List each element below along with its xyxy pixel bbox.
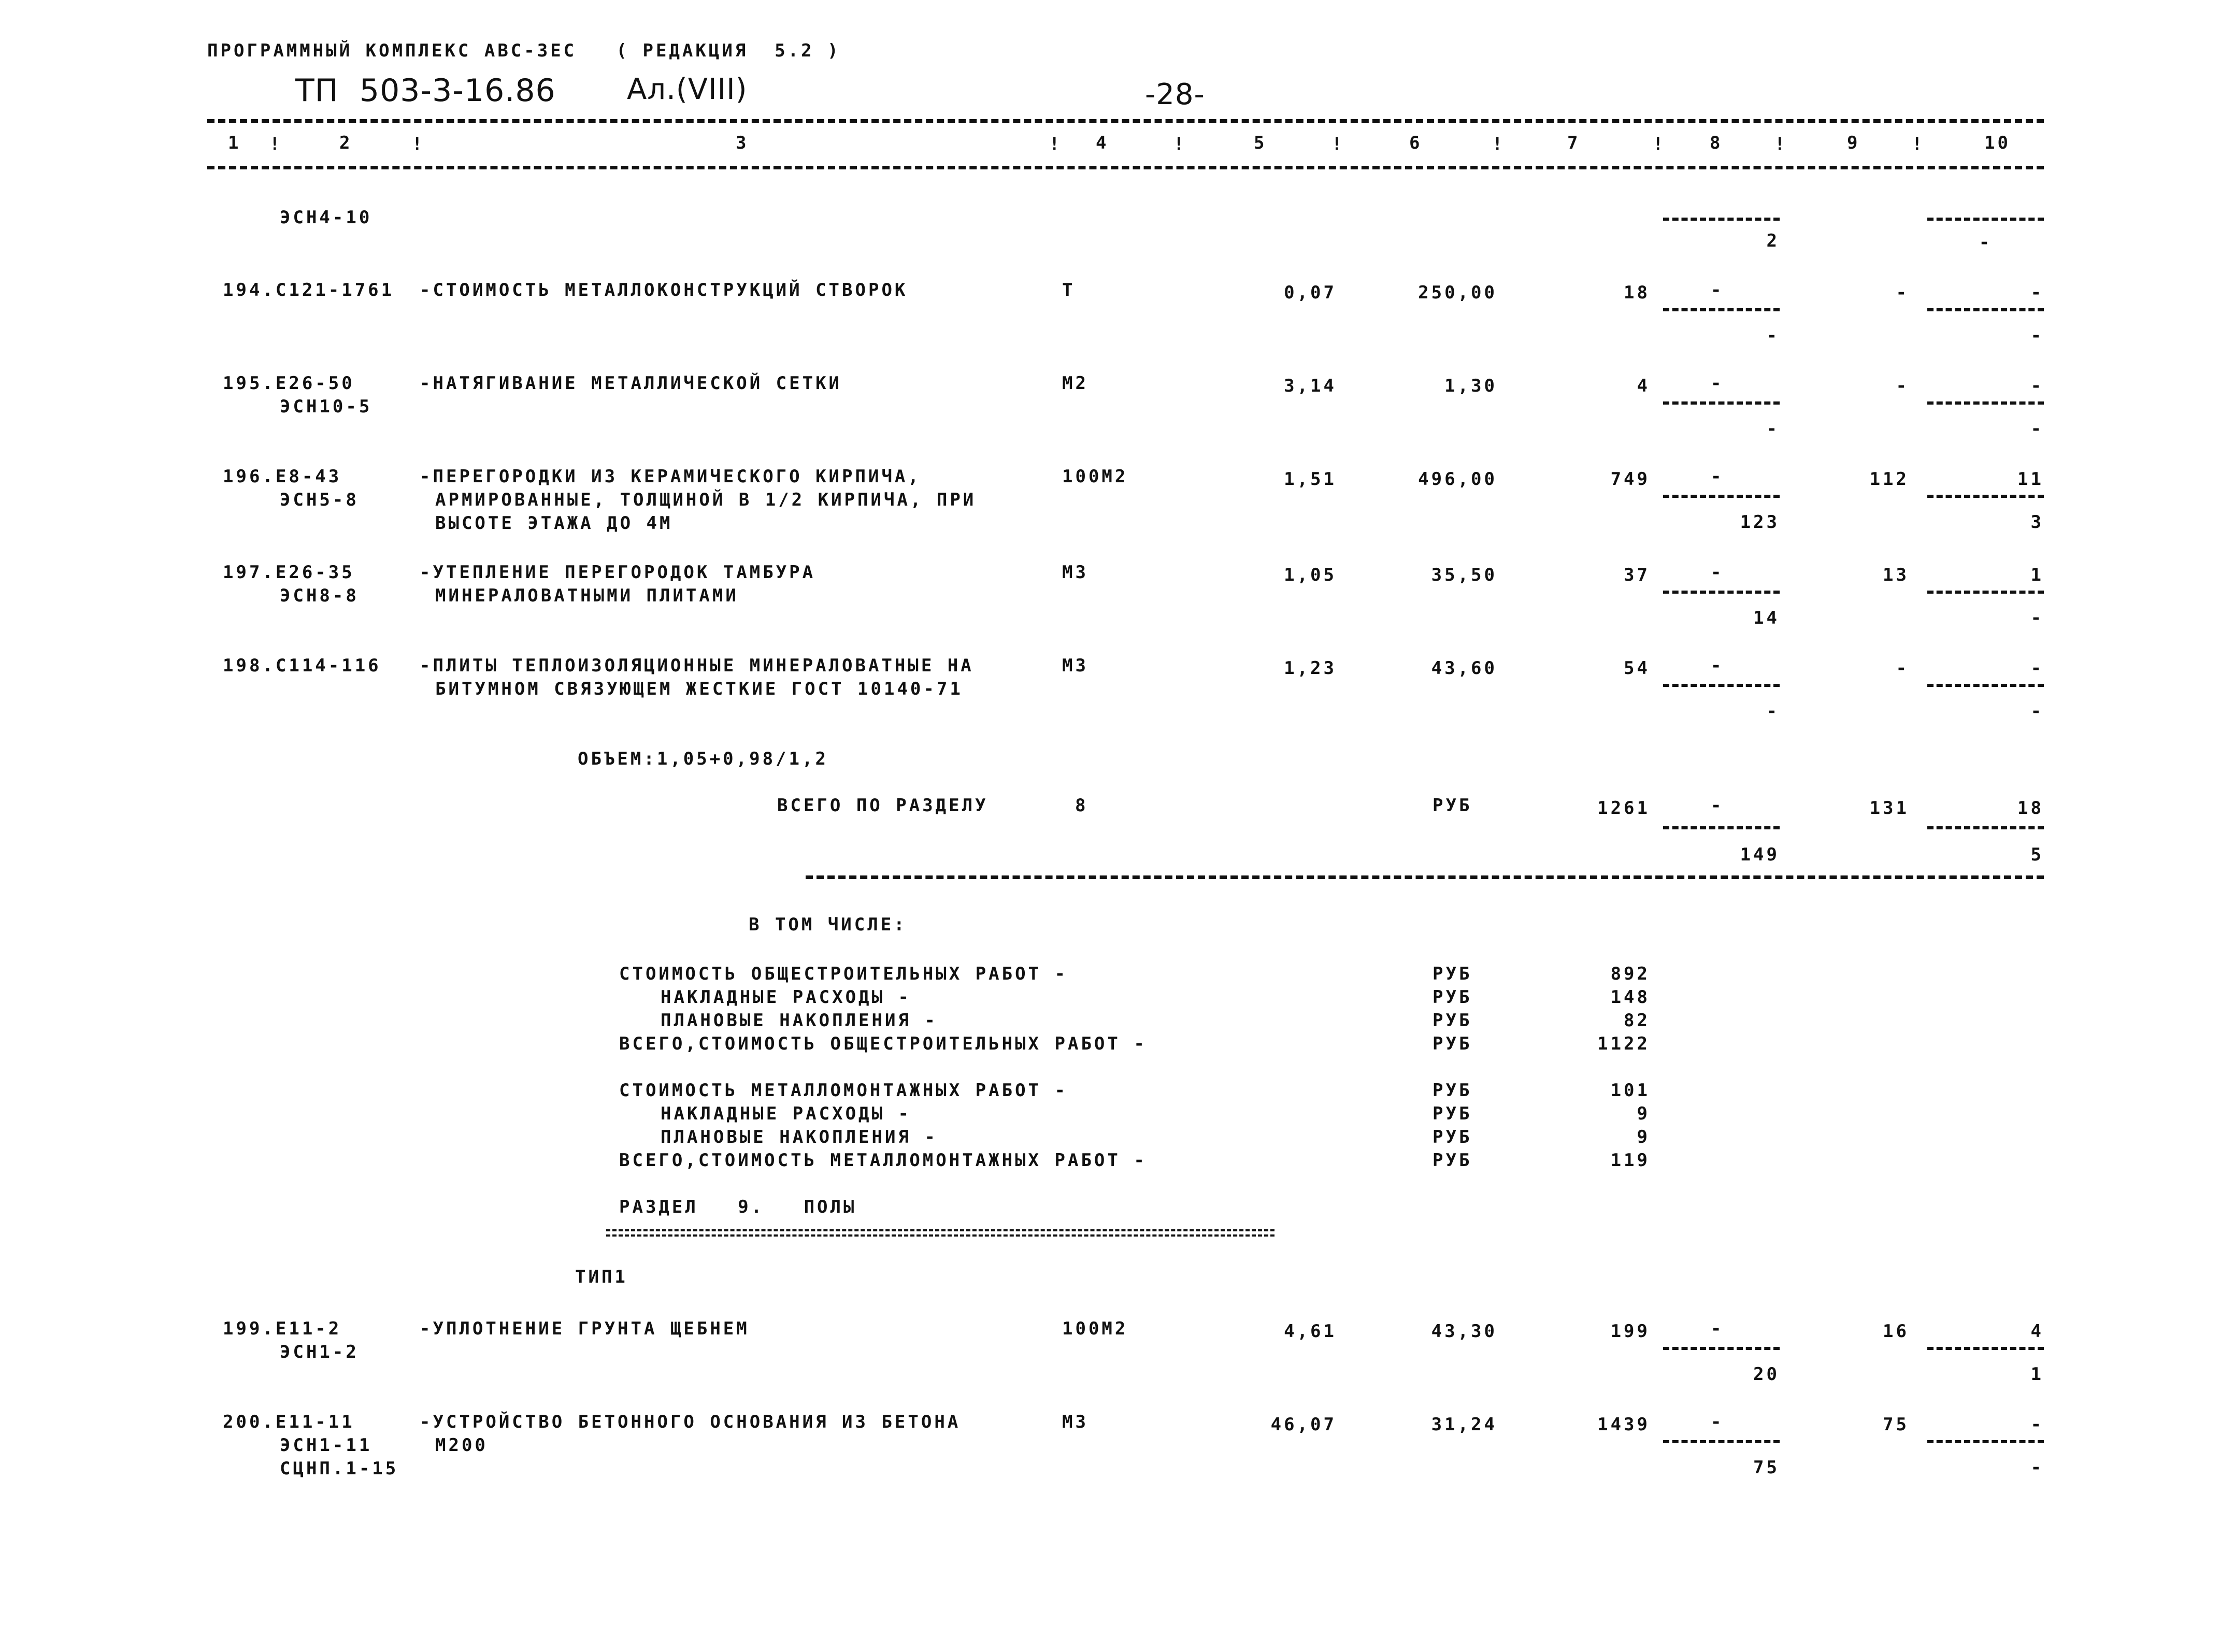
row-col10-divider [1927,1440,2044,1443]
section-9-type: ТИП1 [575,1267,628,1287]
breakdown-label: ПЛАНОВЫЕ НАКОПЛЕНИЯ - [661,1127,938,1147]
row-col8-divider [1663,401,1780,405]
row-col8-divider [1663,1440,1780,1443]
volume-note: ОБЪЕМ:1,05+0,98/1,2 [578,749,828,769]
row-col8-bottom: - [1766,325,1780,346]
row-number-code: 197.Е26-35 [223,562,355,583]
column-separator: ! [1331,134,1345,154]
row-total: 18 [1624,282,1650,303]
row-total: 749 [1610,469,1650,490]
breakdown-label: СТОИМОСТЬ ОБЩЕСТРОИТЕЛЬНЫХ РАБОТ - [619,964,1068,984]
row-number-code: 194.С121-1761 [223,280,395,300]
row-col10-bottom: - [2030,1457,2044,1478]
top-code: ЭСН4-10 [280,207,373,228]
row-col10-top: - [2030,1414,2044,1435]
row-col9: - [1896,282,1909,303]
column-header-8: 8 [1710,133,1723,153]
row-col9: 75 [1883,1414,1909,1435]
row-col9: 16 [1883,1321,1909,1342]
column-separator: ! [1492,134,1506,154]
row-col10-top: - [2030,658,2044,679]
row-col8-top: - [1711,655,1724,676]
breakdown-unit: РУБ [1433,1033,1472,1054]
row-col8-top: - [1711,1412,1724,1432]
row-description-line: М200 [435,1435,488,1456]
row-col8-top: - [1711,1318,1724,1339]
breakdown-label: ПЛАНОВЫЕ НАКОПЛЕНИЯ - [661,1010,938,1031]
row-price: 35,50 [1431,565,1497,585]
column-header-1: 1 [228,133,241,153]
breakdown-value: 148 [1610,987,1650,1008]
row-number-code: 200.Е11-11 [223,1412,355,1432]
row-description-line: -СТОИМОСТЬ МЕТАЛЛОКОНСТРУКЦИЙ СТВОРОК [420,280,908,300]
breakdown-label: СТОИМОСТЬ МЕТАЛЛОМОНТАЖНЫХ РАБОТ - [619,1080,1068,1101]
header-rule-top [207,119,2044,123]
row-col10-bottom: - [2030,701,2044,722]
row-col9: 112 [1869,469,1909,490]
breakdown-value: 82 [1624,1010,1650,1031]
row-col10-divider [1927,684,2044,687]
row-quantity: 0,07 [1284,282,1337,303]
breakdown-unit: РУБ [1433,1150,1472,1171]
row-col10-top: 1 [2030,565,2044,585]
column-separator: ! [269,134,283,154]
breakdown-value: 9 [1637,1103,1650,1124]
row-col10-bottom: 1 [2030,1364,2044,1385]
row-col8-divider [1663,1347,1780,1350]
row-unit: М2 [1062,373,1089,394]
row-description-line: -ПЛИТЫ ТЕПЛОИЗОЛЯЦИОННЫЕ МИНЕРАЛОВАТНЫЕ НА [420,655,974,676]
column-header-10: 10 [1984,133,2011,153]
including-label: В ТОМ ЧИСЛЕ: [749,914,907,935]
row-code-2: ЭСН5-8 [280,490,359,510]
row-unit: М3 [1062,1412,1089,1432]
row-number-code: 199.Е11-2 [223,1318,342,1339]
row-price: 43,60 [1431,658,1497,679]
section-total-c10b: 5 [2030,844,2044,865]
breakdown-value: 1122 [1597,1033,1650,1054]
row-col10-top: 11 [2017,469,2044,490]
row-code-2: ЭСН10-5 [280,396,373,417]
row-col8-bottom: - [1766,419,1780,439]
row-col10-top: - [2030,376,2044,396]
section-9-underline [606,1229,1274,1231]
row-col8-top: - [1711,280,1724,300]
column-header-5: 5 [1254,133,1267,153]
album-label: Ал.(VIII) [627,73,748,106]
section-9-underline-2 [606,1234,1274,1237]
row-quantity: 3,14 [1284,376,1337,396]
column-separator: ! [1173,134,1187,154]
column-header-6: 6 [1409,133,1423,153]
column-separator: ! [1774,134,1788,154]
row-unit: М3 [1062,562,1089,583]
top-c8-divider [1663,218,1780,221]
section-total-c8t: - [1711,795,1724,816]
row-col8-bottom: 14 [1753,608,1780,628]
row-col9: - [1896,658,1909,679]
section-total-c8-divider [1663,826,1780,829]
row-number-code: 198.С114-116 [223,655,381,676]
row-quantity: 46,07 [1270,1414,1337,1435]
column-header-3: 3 [736,133,749,153]
row-price: 250,00 [1418,282,1497,303]
breakdown-value: 101 [1610,1080,1650,1101]
row-col10-top: 4 [2030,1321,2044,1342]
row-description-line: БИТУМНОМ СВЯЗУЮЩЕМ ЖЕСТКИЕ ГОСТ 10140-71 [435,679,963,699]
header-rule-bottom [207,166,2044,169]
row-price: 31,24 [1431,1414,1497,1435]
row-description-line: -УТЕПЛЕНИЕ ПЕРЕГОРОДОК ТАМБУРА [420,562,816,583]
page-number: -28- [1145,78,1205,111]
section-total-c10t: 18 [2017,798,2044,818]
row-col9: 13 [1883,565,1909,585]
section-total-unit: РУБ [1433,795,1472,816]
column-separator: ! [1653,134,1666,154]
row-number-code: 196.Е8-43 [223,466,342,487]
row-total: 1439 [1597,1414,1650,1435]
section-total-c9: 131 [1869,798,1909,818]
row-price: 1,30 [1444,376,1497,396]
row-col10-divider [1927,591,2044,594]
row-col8-bottom: 123 [1740,512,1780,533]
row-code-2: ЭСН8-8 [280,585,359,606]
breakdown-unit: РУБ [1433,964,1472,984]
section-total-value: 1261 [1597,798,1650,818]
row-col10-top: - [2030,282,2044,303]
breakdown-label: НАКЛАДНЫЕ РАСХОДЫ - [661,987,911,1008]
row-quantity: 1,23 [1284,658,1337,679]
row-col10-bottom: - [2030,608,2044,628]
row-unit: М3 [1062,655,1089,676]
breakdown-unit: РУБ [1433,1010,1472,1031]
row-col8-divider [1663,495,1780,498]
row-code-3: СЦНП.1-15 [280,1458,399,1479]
row-col8-divider [1663,591,1780,594]
row-unit: 100М2 [1062,466,1128,487]
column-separator: ! [412,134,425,154]
top-c10-divider [1927,218,2044,221]
row-col8-bottom: - [1766,701,1780,722]
row-description-line: АРМИРОВАННЫЕ, ТОЛЩИНОЙ В 1/2 КИРПИЧА, ПРИ [435,490,977,510]
column-header-7: 7 [1567,133,1581,153]
section-9-title: РАЗДЕЛ 9. ПОЛЫ [619,1197,857,1217]
row-quantity: 4,61 [1284,1321,1337,1342]
section-total-rule [806,875,2044,879]
breakdown-value: 9 [1637,1127,1650,1147]
row-unit: Т [1062,280,1076,300]
row-quantity: 1,51 [1284,469,1337,490]
doc-code: ТП 503-3-16.86 [295,73,556,109]
row-col8-bottom: 20 [1753,1364,1780,1385]
section-total-c10-divider [1927,826,2044,829]
row-price: 496,00 [1418,469,1497,490]
row-col10-bottom: 3 [2030,512,2044,533]
program-header: ПРОГРАММНЫЙ КОМПЛЕКС АВС-3ЕС ( РЕДАКЦИЯ 5.2 ) [207,40,841,61]
column-separator: ! [1049,134,1063,154]
row-price: 43,30 [1431,1321,1497,1342]
row-col8-divider [1663,684,1780,687]
column-header-9: 9 [1847,133,1860,153]
row-code-2: ЭСН1-2 [280,1342,359,1362]
breakdown-value: 119 [1610,1150,1650,1171]
breakdown-label: ВСЕГО,СТОИМОСТЬ МЕТАЛЛОМОНТАЖНЫХ РАБОТ - [619,1150,1147,1171]
row-col10-bottom: - [2030,325,2044,346]
row-description-line: МИНЕРАЛОВАТНЫМИ ПЛИТАМИ [435,585,739,606]
row-description-line: -УСТРОЙСТВО БЕТОННОГО ОСНОВАНИЯ ИЗ БЕТОНА [420,1412,961,1432]
column-header-4: 4 [1096,133,1109,153]
row-col10-divider [1927,401,2044,405]
row-col8-bottom: 75 [1753,1457,1780,1478]
row-unit: 100М2 [1062,1318,1128,1339]
row-quantity: 1,05 [1284,565,1337,585]
section-total-label: ВСЕГО ПО РАЗДЕЛУ [777,795,989,816]
row-total: 37 [1624,565,1650,585]
row-col10-divider [1927,495,2044,498]
section-total-c8b: 149 [1740,844,1780,865]
row-total: 54 [1624,658,1650,679]
row-total: 4 [1637,376,1650,396]
breakdown-unit: РУБ [1433,1127,1472,1147]
row-col10-divider [1927,308,2044,311]
row-col10-divider [1927,1347,2044,1350]
section-total-no: 8 [1075,795,1089,816]
row-number-code: 195.Е26-50 [223,373,355,394]
top-c8: 2 [1766,231,1780,251]
breakdown-unit: РУБ [1433,987,1472,1008]
top-c10: - [1979,232,1993,253]
column-header-2: 2 [339,133,353,153]
row-col8-divider [1663,308,1780,311]
row-col8-top: - [1711,562,1724,583]
row-col10-bottom: - [2030,419,2044,439]
row-description-line: -ПЕРЕГОРОДКИ ИЗ КЕРАМИЧЕСКОГО КИРПИЧА, [420,466,921,487]
row-total: 199 [1610,1321,1650,1342]
row-code-2: ЭСН1-11 [280,1435,373,1456]
column-separator: ! [1912,134,1925,154]
breakdown-unit: РУБ [1433,1103,1472,1124]
row-description-line: -НАТЯГИВАНИЕ МЕТАЛЛИЧЕСКОЙ СЕТКИ [420,373,842,394]
breakdown-label: НАКЛАДНЫЕ РАСХОДЫ - [661,1103,911,1124]
row-col8-top: - [1711,466,1724,487]
breakdown-unit: РУБ [1433,1080,1472,1101]
row-description-line: -УПЛОТНЕНИЕ ГРУНТА ЩЕБНЕМ [420,1318,750,1339]
breakdown-label: ВСЕГО,СТОИМОСТЬ ОБЩЕСТРОИТЕЛЬНЫХ РАБОТ - [619,1033,1147,1054]
row-col9: - [1896,376,1909,396]
row-col8-top: - [1711,373,1724,394]
breakdown-value: 892 [1610,964,1650,984]
row-description-line: ВЫСОТЕ ЭТАЖА ДО 4М [435,513,673,534]
